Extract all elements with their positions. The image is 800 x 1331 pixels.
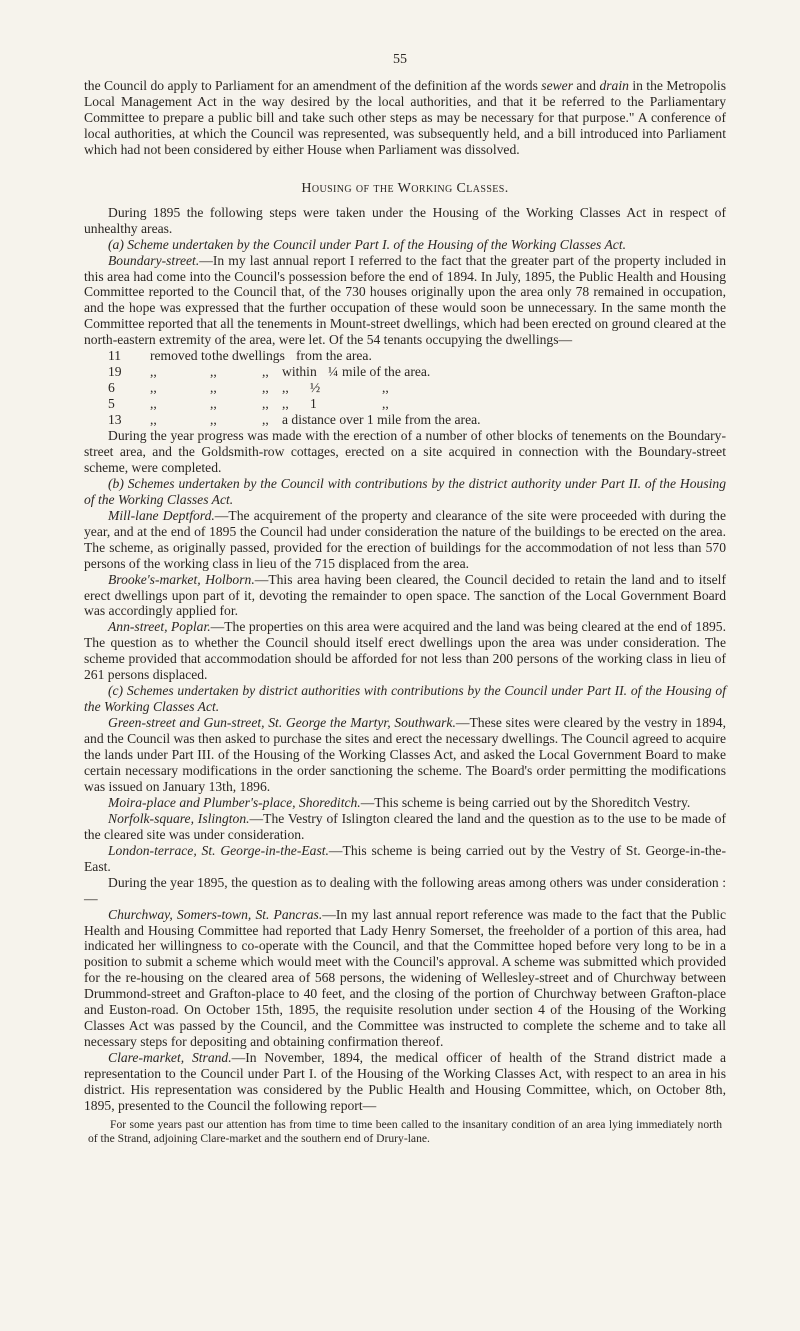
row-count: 6 (108, 380, 115, 396)
row-col-d: a distance over 1 mile from the area. (282, 412, 481, 428)
row-count: 19 (108, 364, 122, 380)
row-col-b: ,, (210, 380, 217, 396)
paragraph-1895-steps: During 1895 the following steps were taken under the Housing of the Working Classes Act in respect of unhealthy areas. (84, 204, 726, 236)
row-col-c: ,, (262, 396, 269, 412)
tenants-row (84, 348, 726, 364)
row-col-d: ,, (282, 396, 289, 412)
paragraph-moira-place (84, 795, 726, 811)
row-col-d: from the area. (296, 348, 372, 364)
intro-paragraph (84, 78, 726, 158)
clare-text: —In November, 1894, the medical officer of health of the Strand district made a representation to the Council under Part I. of the Housing of the Working Classes Act, with respect to an area in his district. His representation was considered by the Public Health and Housing Committee, which, on October 8th, 1895, presented to the Council the following report— (84, 1050, 726, 1114)
row-col-c: ,, (262, 380, 269, 396)
london-text: —This scheme is being carried out by the Vestry of St. George-in-the-East. (84, 842, 726, 874)
page-number: 55 (393, 52, 407, 67)
row-col-b: the dwellings (212, 348, 285, 364)
tenants-row (84, 380, 726, 396)
intro-sewer: sewer (541, 78, 573, 93)
boundary-title: Boundary-street. (108, 252, 200, 268)
row-col-f: ,, (382, 380, 389, 396)
row-col-a: ,, (150, 380, 157, 396)
paragraph-churchway (84, 907, 726, 1051)
brooke-text: —This area having been cleared, the Council decided to retain the land and to itself erect dwellings upon part of it, devoting the remainder to open space. The sanction of the Local Government Board was accordingly applied for. (84, 571, 726, 619)
tenants-table (84, 348, 726, 428)
paragraph-clare-market (84, 1050, 726, 1114)
row-col-e: ¼ (328, 364, 339, 380)
row-col-e: ½ (310, 380, 321, 396)
boundary-text: —In my last annual report I referred to the fact that the greater part of the property included in this area had come into the Council's possession before the end of 1894. In July, 1895, the Public Health and Housing Committee reported to the Council that, of the 730 houses originally upon the area only 78 remained in occupation, and the hope was expressed that the further occupation of these would soon be unnecessary. In the same month the Committee reported that all the tenements in Mount-street dwellings, which had been erected on ground cleared at the north-eastern extremity of the area, were let. Of the 54 tenants occupying the dwellings— (84, 252, 726, 348)
brooke-title: Brooke's-market, Holborn. (108, 571, 255, 587)
row-col-f: mile of the area. (342, 364, 431, 380)
mill-title: Mill-lane Deptford. (108, 507, 215, 523)
row-col-c: ,, (262, 364, 269, 380)
row-col-b: ,, (210, 396, 217, 412)
norfolk-text: —The Vestry of Islington cleared the land and the question as to the use to be made of the cleared site was under consideration. (84, 810, 726, 842)
paragraph-london-terrace (84, 843, 726, 875)
moira-text: —This scheme is being carried out by the Shoreditch Vestry. (360, 794, 691, 810)
paragraph-mill-lane (84, 508, 726, 572)
tenants-row (84, 364, 726, 380)
paragraph-brookes-market (84, 572, 726, 620)
ann-title: Ann-street, Poplar. (108, 619, 211, 635)
subheading-a (84, 237, 726, 253)
mill-text: —The acquirement of the property and clearance of the site were proceeded with during the year, and at the end of 1895 the Council had under consideration the nature of the buildings to be erected on the area. The scheme, as originally passed, provided for the erection of buildings for the accommodation of not less than 570 persons of the working class in lieu of the 715 displaced from the area. (84, 507, 727, 571)
row-col-b: ,, (210, 364, 217, 380)
intro-text: the Council do apply to Parliament for an amendment of the definition af the words sewer and drain in the Metropolis Local Management Act in the way desired by the local authorities, and that it be referred to the Parliamentary Committee to prepare a public bill and take such other steps as may be necessary for that purpose." A conference of local authorities, at which the Council was represented, was subsequently held, and a bill introduced into Parliament which had not been considered by either House when Parliament was dissolved. (84, 78, 726, 157)
subheading-a-text: (a) Scheme undertaken by the Council under Part I. of the Housing of the Working Classes Act. (108, 236, 626, 252)
moira-title: Moira-place and Plumber's-place, Shoreditch. (108, 794, 361, 810)
row-col-d: within (282, 364, 317, 380)
paragraph-progress: During the year progress was made with the erection of a number of other blocks of tenements on the Boundary-street area, and the Goldsmith-row cottages, erected on a site acquired in connection with the Boundary-street scheme, were completed. (84, 427, 726, 475)
subheading-b-text: (b) Schemes undertaken by the Council with contributions by the district authority under Part II. of the Housing of the Working Classes Act. (84, 475, 726, 507)
row-count: 5 (108, 396, 115, 412)
subheading-c (84, 683, 726, 715)
row-col-a: removed to (150, 348, 212, 364)
green-title: Green-street and Gun-street, St. George the Martyr, Southwark. (108, 715, 456, 731)
report-quote: For some years past our attention has from time to time been called to the insanitary condition of an area lying immediately north of the Strand, adjoining Clare-market and the southern end of Drury-lane. (88, 1117, 722, 1145)
intro-drain: drain (599, 78, 629, 93)
row-count: 13 (108, 412, 122, 428)
row-col-e: 1 (310, 396, 317, 412)
row-col-a: ,, (150, 364, 157, 380)
tenants-row (84, 412, 726, 428)
london-title: London-terrace, St. George-in-the-East. (108, 842, 329, 858)
ann-text: —The properties on this area were acquired and the land was being cleared at the end of 1895. The question as to whether the Council should itself erect dwellings upon the area was under consideration. The scheme provided that accommodation should be afforded for not less than 200 persons of the working class in lieu of 261 persons displaced. (84, 619, 727, 683)
document-body (84, 78, 726, 1146)
subheading-c-text: (c) Schemes undertaken by district authorities with contributions by the Council under Part II. of the Housing of the Working Classes Act. (84, 683, 726, 715)
norfolk-title: Norfolk-square, Islington. (108, 810, 250, 826)
paragraph-dealing: During the year 1895, the question as to dealing with the following areas among others was under consideration :— (84, 874, 726, 906)
row-col-a: ,, (150, 396, 157, 412)
row-count: 11 (108, 348, 122, 364)
paragraph-boundary-street (84, 253, 726, 349)
church-title: Churchway, Somers-town, St. Pancras. (108, 906, 323, 922)
row-col-b: ,, (210, 412, 217, 428)
row-col-f: ,, (382, 396, 389, 412)
clare-title: Clare-market, Strand. (108, 1050, 232, 1066)
subheading-b (84, 476, 726, 508)
paragraph-green-street (84, 715, 726, 795)
paragraph-ann-street (84, 619, 726, 683)
row-col-a: ,, (150, 412, 157, 428)
green-text: —These sites were cleared by the vestry in 1894, and the Council was then asked to purchase the sites and erect the necessary dwellings. The Council agreed to acquire the lands under Part III. of the Housing of the Working Classes Act, and asked the Local Government Board to make certain necessary modifications in the order sanctioning the scheme. The Board's order permitting the modifications was issued on January 13th, 1896. (84, 715, 726, 794)
church-text: —In my last annual report reference was made to the fact that the Public Health and Housing Committee had reported that Lady Henry Somerset, the freeholder of a portion of this area, had indicated her willingness to co-operate with the Council, and that the Committee hoped before very long to be in a position to submit a scheme which would meet with the Council's approval. A scheme was submitted which provided for the re-housing on the cleared area of 568 persons, the widening of Wellesley-street and of Churchway between Drummond-street and Grafton-place to 40 feet, and the closing of the portion of Churchway between Grafton-place and Euston-road. On October 15th, 1895, the requisite resolution under section 4 of the Housing of the Working Classes Act was passed by the Council, and the Committee was instructed to complete the scheme and to take all necessary steps for depositing and obtaining confirmation thereof. (84, 906, 726, 1050)
row-col-c: ,, (262, 412, 269, 428)
section-heading: Housing of the Working Classes. (301, 180, 509, 196)
row-col-d: ,, (282, 380, 289, 396)
tenants-row (84, 396, 726, 412)
paragraph-norfolk-square (84, 811, 726, 843)
